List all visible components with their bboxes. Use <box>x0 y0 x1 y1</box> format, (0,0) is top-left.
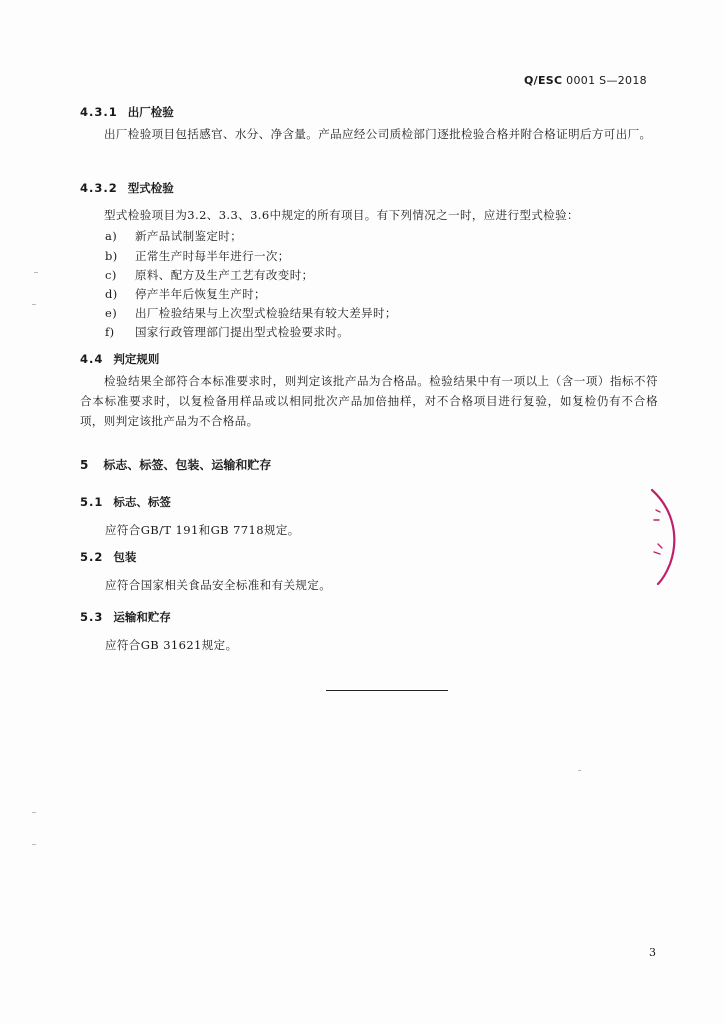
list-marker: d) <box>105 287 118 301</box>
list-marker: f) <box>105 325 115 339</box>
seal-stamp-icon <box>646 486 680 586</box>
section-title: 标志、标签、包装、运输和贮存 <box>103 458 272 472</box>
list-marker: b) <box>105 249 118 263</box>
chapter-5-heading <box>80 456 271 473</box>
list-item <box>105 228 242 244</box>
list-marker: a) <box>105 229 118 243</box>
section-number: 5.1 <box>80 495 104 509</box>
section-5-1-heading <box>80 494 171 510</box>
list-item <box>105 324 349 340</box>
section-title: 型式检验 <box>127 181 174 195</box>
section-title: 包装 <box>113 550 137 564</box>
section-4-3-2-intro: 型式检验项目为3.2、3.3、3.6中规定的所有项目。有下列情况之一时，应进行型式检验： <box>104 208 579 222</box>
list-text: 停产半年后恢复生产时； <box>135 287 266 301</box>
end-of-text-rule <box>326 690 448 691</box>
list-text: 正常生产时每半年进行一次； <box>135 249 290 263</box>
document-code-rest: 0001 S—2018 <box>562 74 647 87</box>
section-5-1-body: 应符合GB/T 191和GB 7718规定。 <box>105 523 300 537</box>
list-item <box>105 248 290 264</box>
section-number: 5.3 <box>80 610 104 624</box>
section-number: 5 <box>80 458 90 472</box>
section-4-3-1-body: 出厂检验项目包括感官、水分、净含量。产品应经公司质检部门逐批检验合格并附合格证明后方可出厂。 <box>104 127 652 141</box>
section-4-3-2-heading <box>80 180 174 196</box>
list-item <box>105 305 397 321</box>
list-text: 出厂检验结果与上次型式检验结果有较大差异时； <box>135 306 397 320</box>
scan-mark <box>34 272 38 273</box>
section-5-3-heading <box>80 609 171 625</box>
section-number: 4.4 <box>80 352 104 366</box>
list-item <box>105 267 314 283</box>
document-code-prefix: Q/ESC <box>524 74 563 87</box>
list-marker: e) <box>105 306 118 320</box>
section-5-3-body: 应符合GB 31621规定。 <box>105 638 238 652</box>
list-text: 新产品试制鉴定时； <box>135 229 243 243</box>
section-title: 运输和贮存 <box>113 610 171 624</box>
list-marker: c) <box>105 268 117 282</box>
section-4-3-1-heading <box>80 104 174 120</box>
section-number: 5.2 <box>80 550 104 564</box>
list-text: 原料、配方及生产工艺有改变时； <box>135 268 314 282</box>
section-5-2-heading <box>80 549 136 565</box>
page-number: 3 <box>649 946 656 959</box>
section-4-4-body: 检验结果全部符合本标准要求时，则判定该批产品为合格品。检验结果中有一项以上（含一项）指标不符合本标准要求时，以复检备用样品或以相同批次产品加倍抽样，对不合格项目进行复验，如复检仍有不合格项，则判定该批产品为不合格品。 <box>80 374 658 428</box>
scan-mark <box>32 844 36 845</box>
scan-mark <box>578 770 581 771</box>
list-item <box>105 286 266 302</box>
section-number: 4.3.1 <box>80 105 118 119</box>
section-number: 4.3.2 <box>80 181 118 195</box>
section-5-2-body: 应符合国家相关食品安全标准和有关规定。 <box>105 578 332 592</box>
document-code <box>524 74 647 87</box>
scan-mark <box>32 304 36 305</box>
section-title: 标志、标签 <box>113 495 171 509</box>
section-title: 判定规则 <box>113 352 160 366</box>
scan-mark <box>32 812 36 813</box>
section-4-4-heading <box>80 351 159 367</box>
list-text: 国家行政管理部门提出型式检验要求时。 <box>135 325 350 339</box>
section-title: 出厂检验 <box>127 105 174 119</box>
